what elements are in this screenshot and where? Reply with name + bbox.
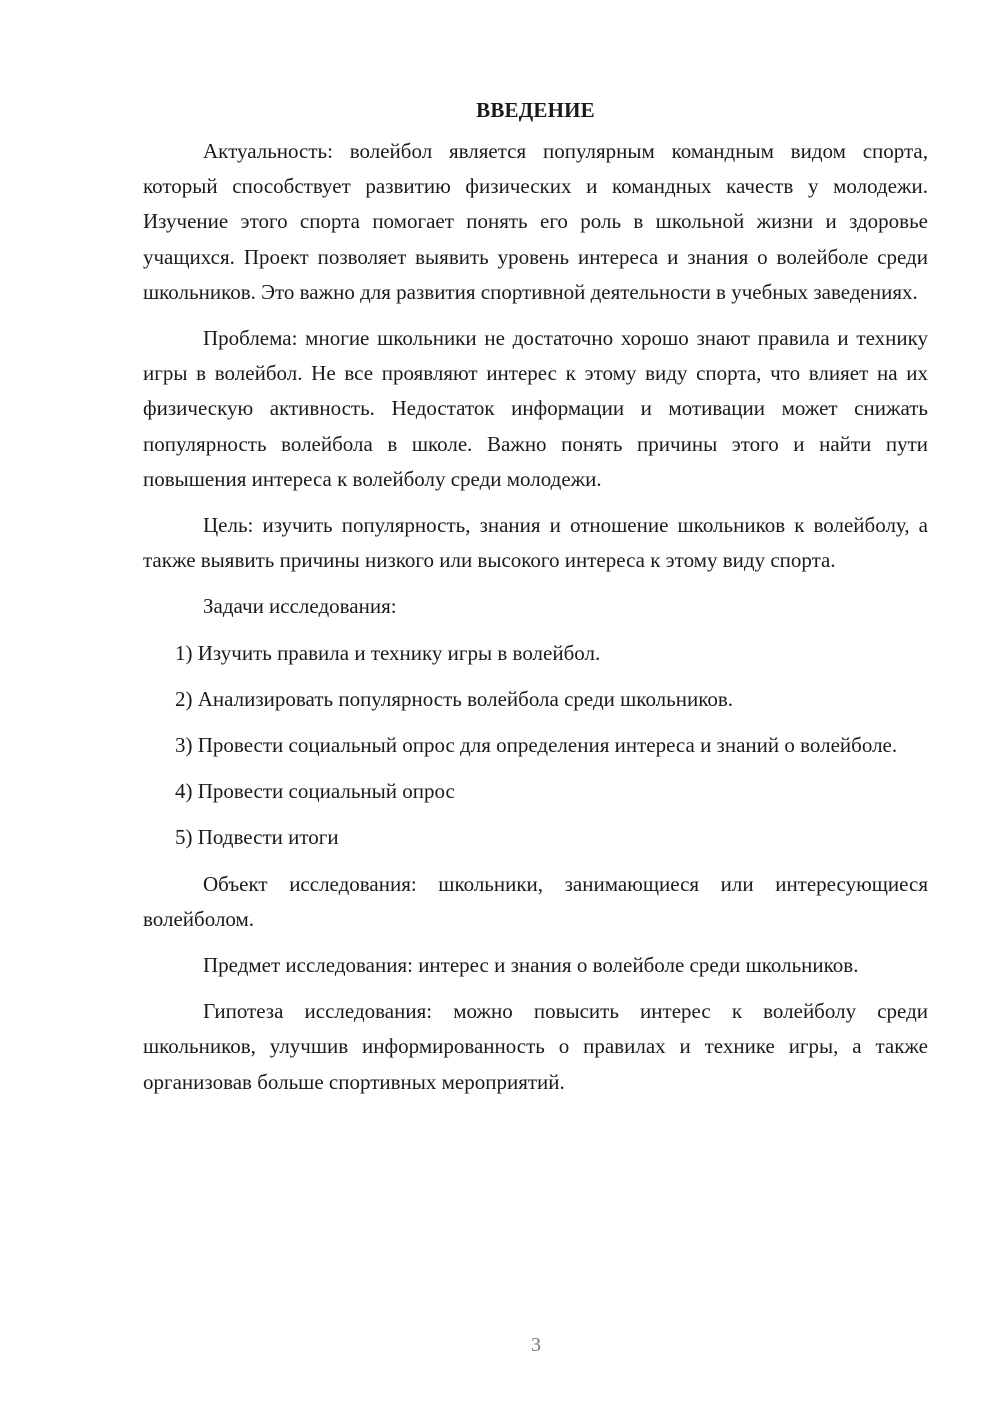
section-heading: ВВЕДЕНИЕ	[476, 98, 595, 122]
task-item-2: 2) Анализировать популярность волейбола среди школьников.	[175, 686, 733, 711]
document-body	[143, 93, 928, 1111]
object-paragraph: Объект исследования: школьники, занимающиеся или интересующиеся волейболом.	[143, 871, 928, 931]
page-number: 3	[531, 1334, 541, 1356]
task-item-3: 3) Провести социальный опрос для определения интереса и знаний о волейболе.	[175, 733, 898, 758]
hypothesis-paragraph: Гипотеза исследования: можно повысить интерес к волейболу среди школьников, улучшив информированность о правилах и технике игры, а также организовав больше спортивных мероприятий.	[143, 999, 928, 1094]
tasks-title: Задачи исследования:	[203, 594, 397, 619]
task-item-5: 5) Подвести итоги	[175, 825, 339, 850]
goal-paragraph: Цель: изучить популярность, знания и отношение школьников к волейболу, а также выявить причины низкого или высокого интереса к этому виду спорта.	[143, 513, 928, 573]
subject-paragraph: Предмет исследования: интерес и знания о волейболе среди школьников.	[203, 953, 859, 978]
problem-paragraph: Проблема: многие школьники не достаточно хорошо знают правила и технику игры в волейбол. Не все проявляют интерес к этому виду спорта, что влияет на их физическую активность. Недостаток информации и мотивации может снижать популярность волейбола в школе. Важно понять причины этого и найти пути повышения интереса к волейболу среди молодежи.	[143, 326, 928, 491]
task-item-4: 4) Провести социальный опрос	[175, 779, 455, 804]
task-item-1: 1) Изучить правила и технику игры в волейбол.	[175, 640, 601, 665]
relevance-paragraph: Актуальность: волейбол является популярным командным видом спорта, который способствует развитию физических и командных качеств у молодежи. Изучение этого спорта помогает понять его роль в школьной жизни и здоровье учащихся. Проект позволяет выявить уровень интереса и знания о волейболе среди школьников. Это важно для развития спортивной деятельности в учебных заведениях.	[143, 139, 928, 304]
